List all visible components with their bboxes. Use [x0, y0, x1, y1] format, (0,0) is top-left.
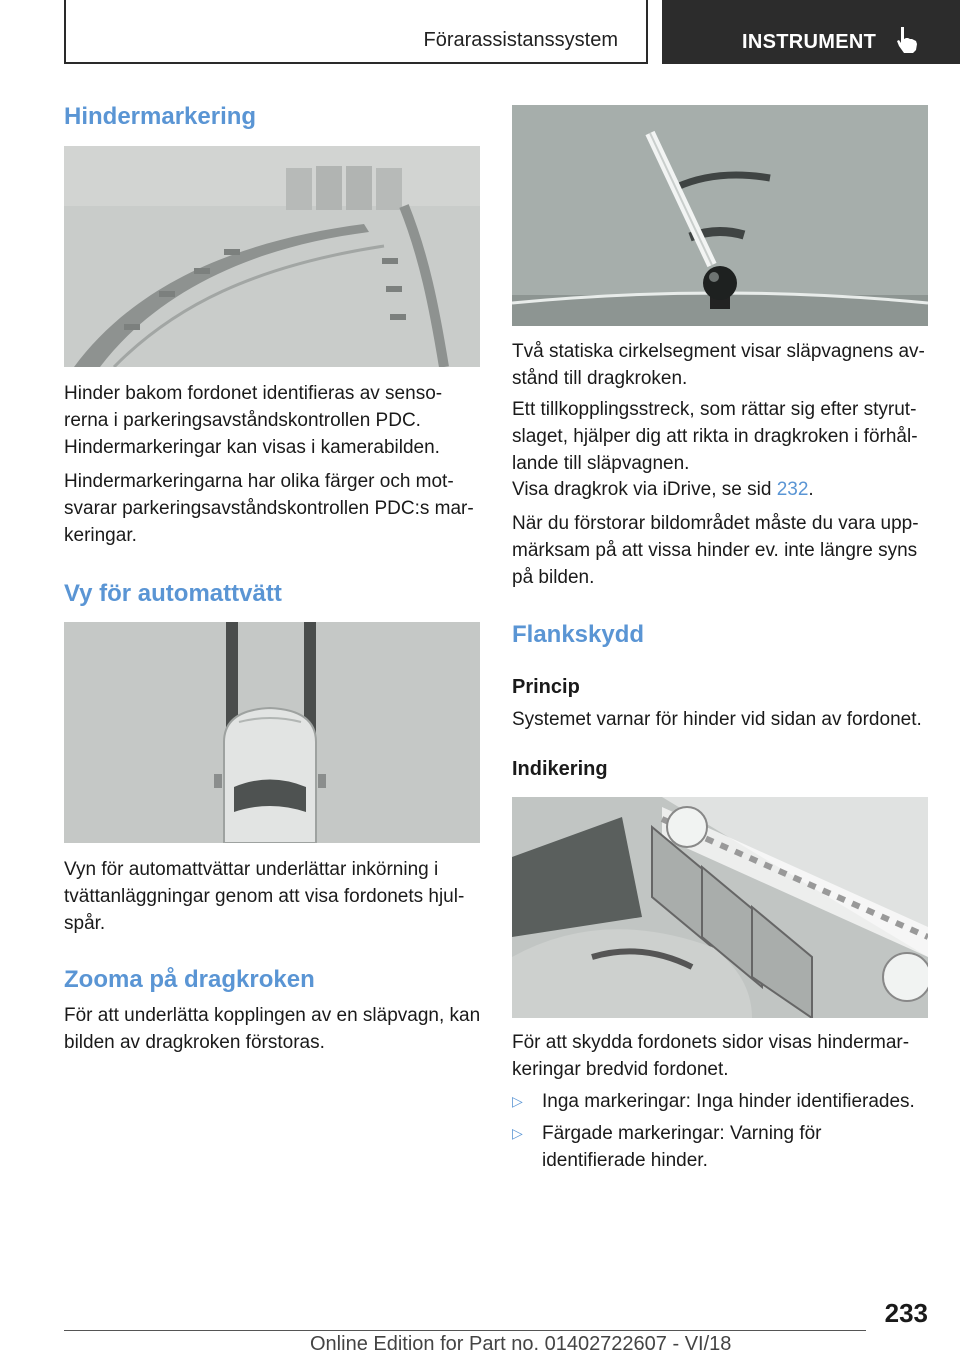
side-protection-image	[512, 797, 928, 1018]
paragraph-side-markings: För att skydda fordonets sidor visas hindermar-keringar bredvid fordonet.	[512, 1032, 910, 1080]
heading-hindermarkering: Hindermarkering	[64, 103, 257, 130]
triangle-bullet-icon: ▷	[512, 1093, 523, 1109]
show-tow-hook-text: Visa dragkrok via iDrive, se sid	[512, 479, 777, 500]
footer-divider	[64, 1330, 866, 1331]
footer-edition: Online Edition for Part no. 01402722607 - VI/18	[310, 1333, 732, 1355]
paragraph-coupling-line: Ett tillkopplingsstreck, som rättar sig efter styrut-slaget, hjälper dig att rikta in dragkroken i förhål-lande till släpvagnen.	[512, 399, 918, 474]
header-chapter-tab[interactable]	[662, 0, 960, 64]
page-link-232[interactable]: 232	[776, 479, 809, 500]
list-item-text: Inga markeringar: Inga hinder identifierades.	[542, 1091, 915, 1112]
heading-zoom-tow-hook: Zooma på dragkroken	[64, 966, 315, 993]
paragraph-camera-markings: Hindermarkeringar kan visas i kamerabilden.	[64, 437, 440, 458]
paragraph-sensors: Hinder bakom fordonet identifieras av senso-rerna i parkeringsavståndskontrollen PDC.	[64, 383, 443, 431]
page-number: 233	[884, 1298, 928, 1328]
paragraph-zoom-warning: När du förstorar bildområdet måste du vara upp-märksam på att vissa hinder ev. inte längre syns på bilden.	[512, 513, 919, 588]
triangle-bullet-icon: ▷	[512, 1125, 523, 1141]
obstacle-marking-image	[64, 146, 480, 367]
heading-flankskydd: Flankskydd	[512, 621, 645, 648]
tow-hook-view-image	[512, 105, 928, 326]
subheading-princip: Princip	[512, 676, 580, 698]
header-section-tab	[64, 0, 648, 64]
list-item-text: Färgade markeringar: Varning för identifierade hinder.	[542, 1123, 822, 1171]
header-section-title: Förarassistanssystem	[423, 29, 618, 51]
paragraph-principle: Systemet varnar för hinder vid sidan av fordonet.	[512, 709, 922, 730]
paragraph-car-wash: Vyn för automattvättar underlättar inkörning i tvättanläggningar genom att visa fordonets hjul-spår.	[64, 859, 465, 934]
paragraph-marking-colors: Hindermarkeringarna har olika färger och mot-svarar parkeringsavståndskontrollen PDC:s mar-keringar.	[64, 471, 474, 546]
heading-car-wash-view: Vy för automattvätt	[64, 580, 282, 607]
paragraph-zoom-tow-hook: För att underlätta kopplingen av en släpvagn, kan bilden av dragkroken förstoras.	[64, 1005, 481, 1053]
car-wash-view-image	[64, 622, 480, 843]
paragraph-show-tow-hook	[512, 476, 930, 503]
show-tow-hook-period: .	[808, 479, 814, 500]
pointing-hand-icon	[892, 25, 922, 55]
subheading-indikering: Indikering	[512, 758, 608, 780]
header-chapter-title: INSTRUMENT	[742, 31, 877, 53]
paragraph-circle-segments: Två statiska cirkelsegment visar släpvagnens av-stånd till dragkroken.	[512, 341, 925, 389]
